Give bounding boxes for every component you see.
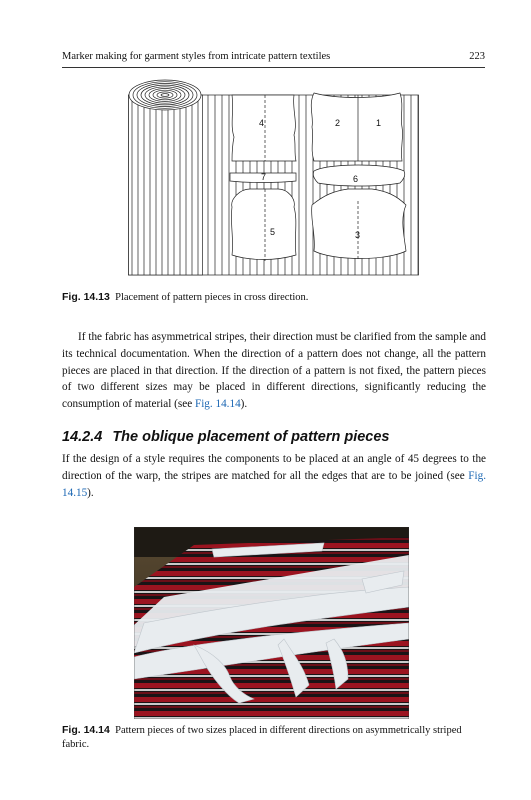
pattern-piece-3 [312,189,406,259]
caption-text: Placement of pattern pieces in cross direction. [115,292,309,303]
piece-label-1: 1 [376,118,382,128]
piece-label-5: 5 [270,227,276,237]
section-heading [62,429,390,445]
piece-label-6: 6 [353,174,359,184]
body-paragraph-2: If the design of a style requires the components to be placed at an angle of 45 degrees to the direction of the warp, the stripes are matched for all the edges that are to be joined (see Fig. 14.15). [62,453,486,499]
pattern-piece-2-1 [311,93,402,161]
figure-14-13-diagram [128,79,419,276]
fabric-roll-body [129,95,203,275]
section-number: 14.2.4 [62,429,103,445]
caption-label: Fig. 14.13 [62,291,110,303]
figure-reference-link[interactable]: Fig. 14.14 [194,398,241,411]
section-title: The oblique placement of pattern pieces [112,429,390,445]
roll-end [129,80,201,110]
paragraph-text: If the fabric has asymmetrical stripes, their direction must be clarified from the sample and its technical documentation. When the direction of a pattern does not change, all the pattern pieces are placed in that direction. If the direction of a pattern is not fixed, the pattern pieces of two different sizes may be placed in different directions, significantly reducing the consumption of material (see [62,331,486,411]
piece-label-2: 2 [335,118,341,128]
figure-reference-link[interactable]: Fig. 14.15 [62,469,486,499]
body-paragraph-1: If the fabric has asymmetrical stripes, their direction must be clarified from the sample and its technical documentation. When the direction of a pattern does not change, all the pattern pieces are placed in that direction. If the direction of a pattern is not fixed, the pattern pieces of two different sizes may be placed in different directions, significantly reducing the consumption of material (see Fig. 14.14). [62,331,486,411]
figure-14-13-caption [62,291,486,305]
figure-14-14-photo [134,527,409,719]
caption-text: Pattern pieces of two sizes placed in different directions on asymmetrically striped fabric. [62,725,462,750]
running-title: Marker making for garment styles from intricate pattern textiles [62,51,331,62]
pattern-piece-4 [232,95,296,161]
piece-label-3: 3 [355,230,361,240]
running-header [62,51,485,68]
figure-14-14-caption [62,724,486,751]
caption-label: Fig. 14.14 [62,724,110,736]
pattern-piece-6 [313,165,405,186]
page-number: 223 [469,51,485,62]
pattern-piece-5 [231,189,296,260]
paragraph-text: If the design of a style requires the components to be placed at an angle of 45 degrees to the direction of the warp, the stripes are matched for all the edges that are to be joined (see [62,453,486,482]
piece-label-7: 7 [261,172,267,182]
piece-label-4: 4 [259,118,265,128]
